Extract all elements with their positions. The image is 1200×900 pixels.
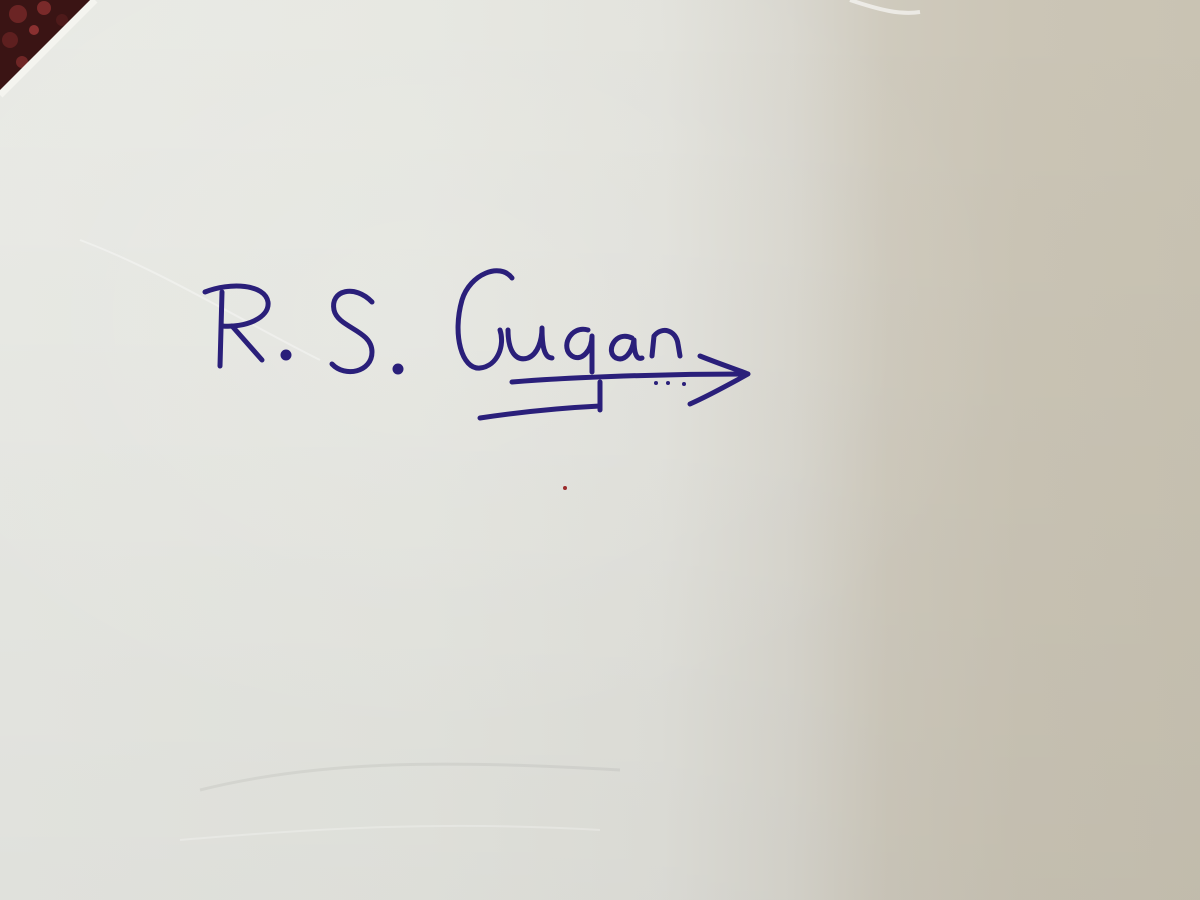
red-ink-speck bbox=[563, 486, 567, 490]
